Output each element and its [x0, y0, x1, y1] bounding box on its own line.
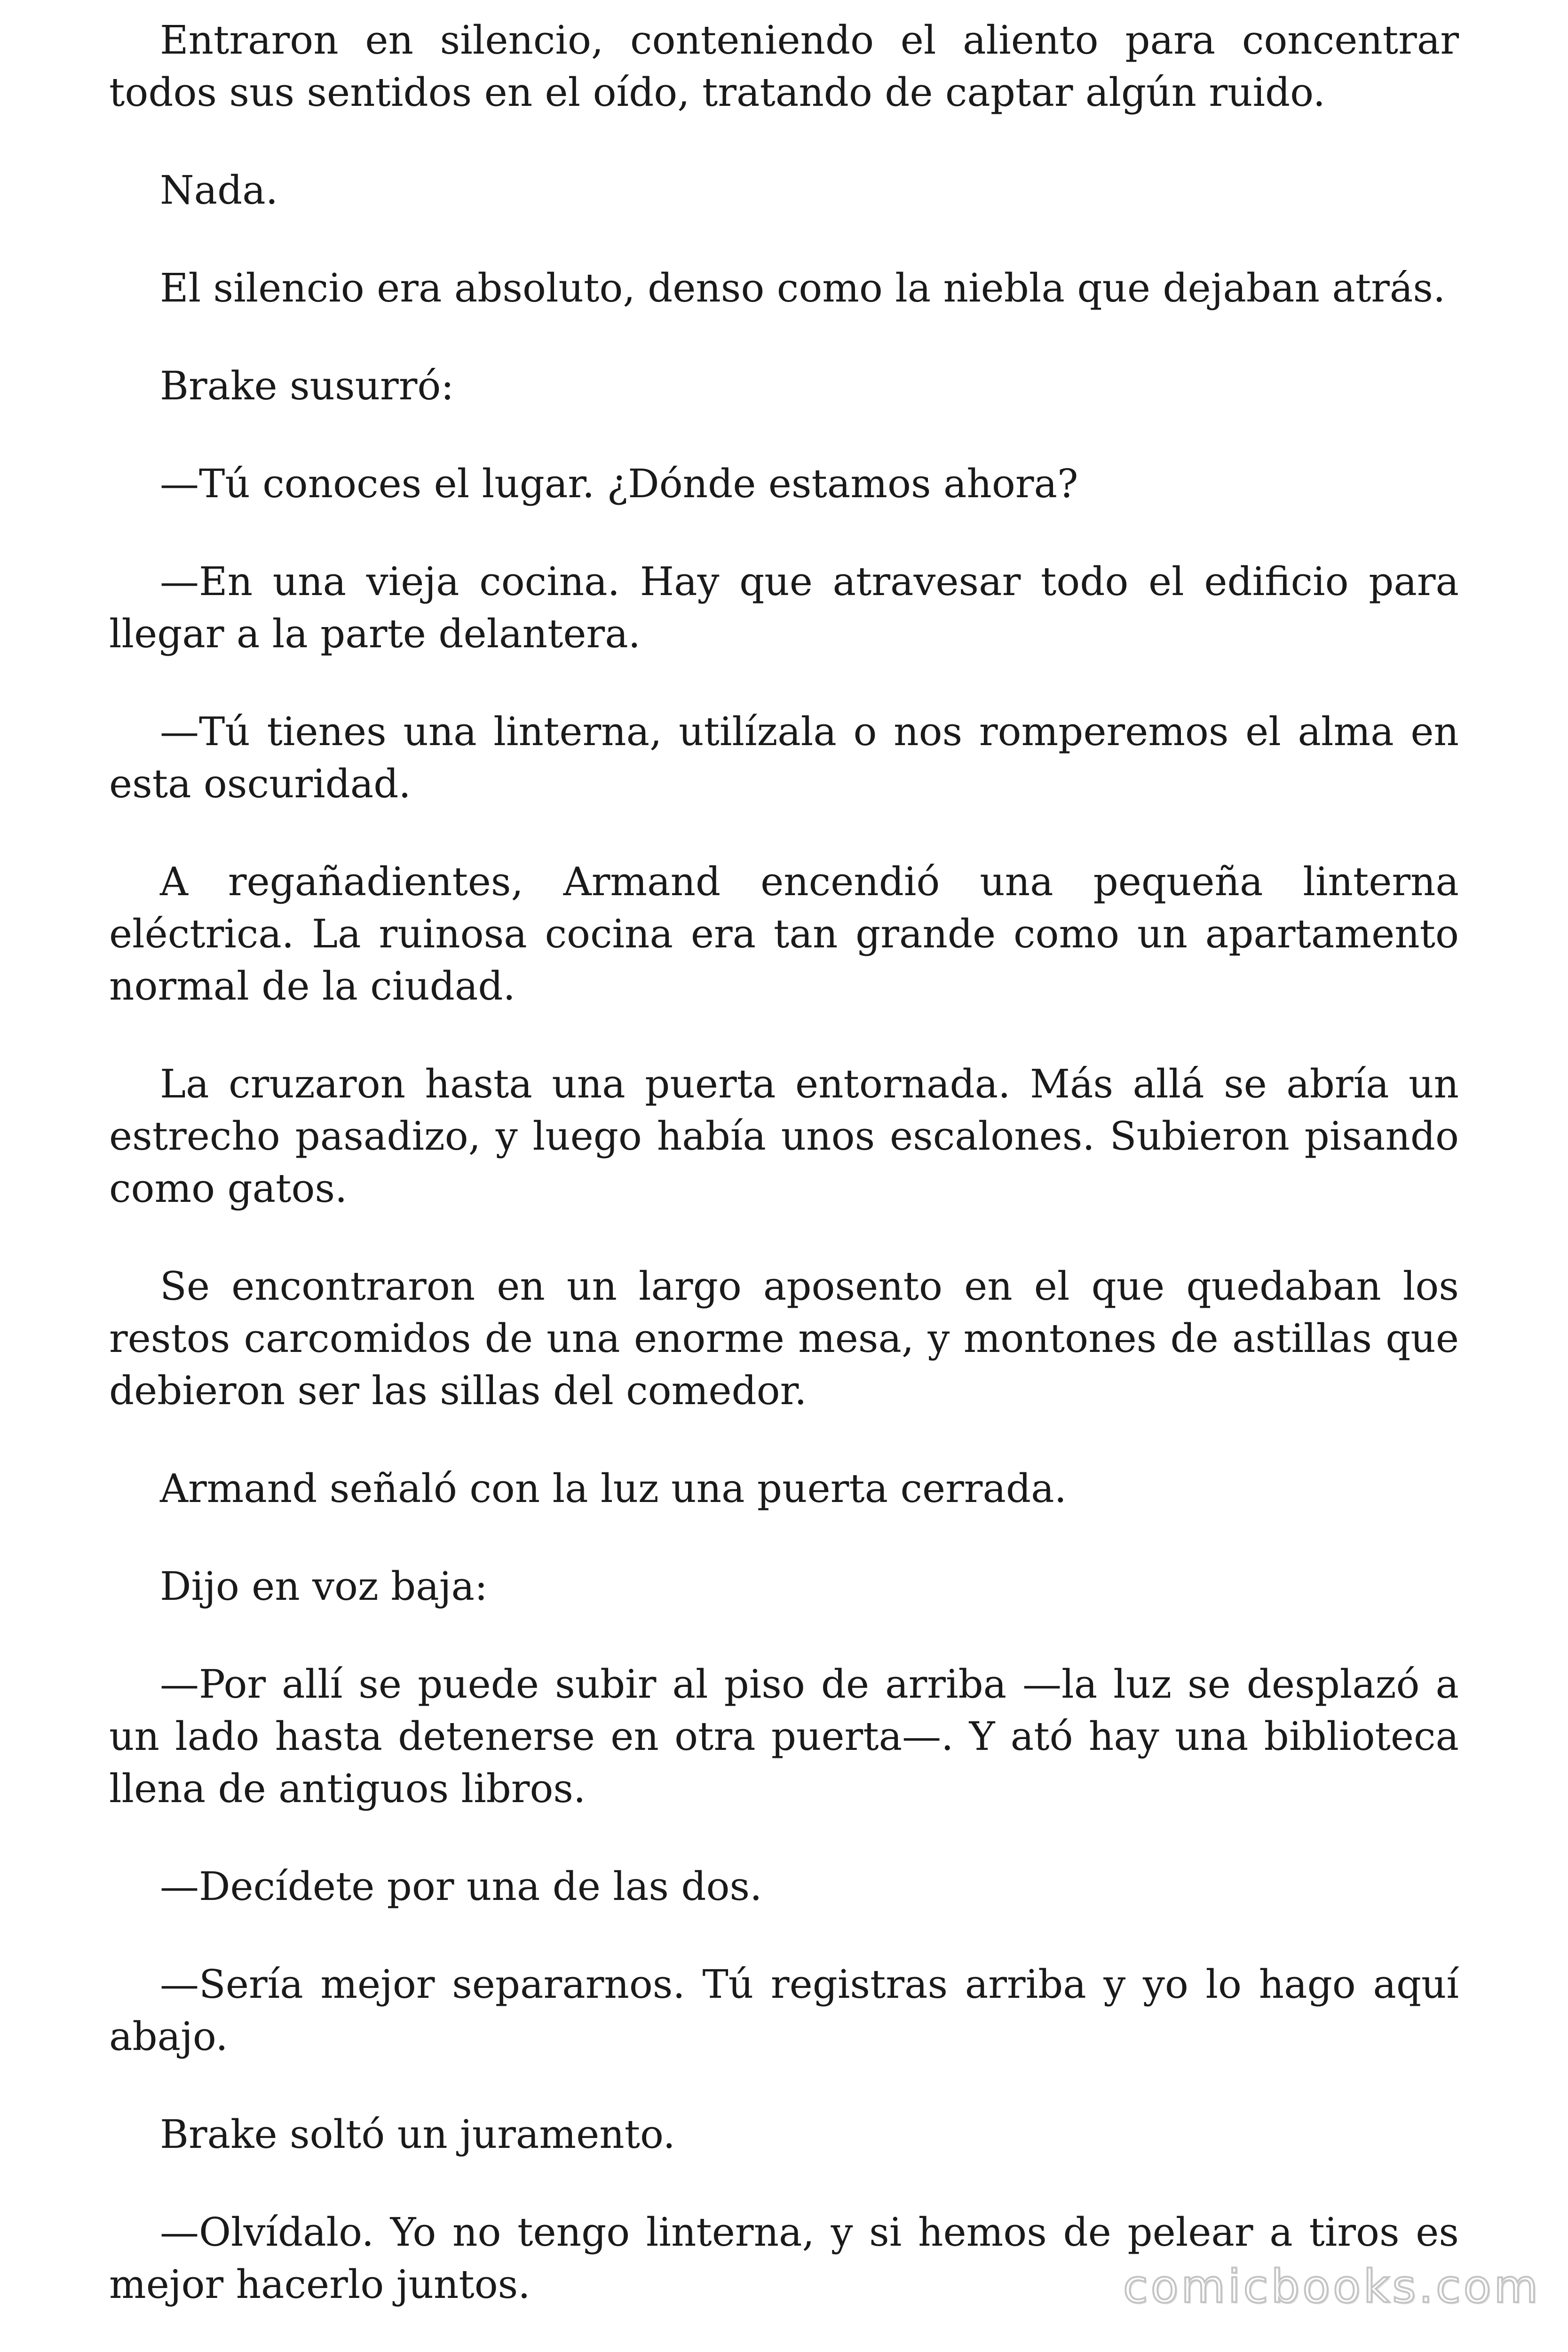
paragraph-16: Brake soltó un juramento. — [160, 2112, 675, 2157]
paragraph-2: Nada. — [160, 167, 278, 213]
paragraph-15: —Sería mejor separarnos. Tú registras arriba y yo lo hago aquí abajo. — [109, 1962, 1459, 2059]
paragraph-17: —Olvídalo. Yo no tengo linterna, y si hemos de pelear a tiros es mejor hacerlo juntos. — [109, 2209, 1459, 2307]
paragraph-10: Se encontraron en un largo aposento en el que quedaban los restos carcomidos de una enorme mesa, y montones de astillas que debieron ser las sillas del comedor. — [109, 1263, 1459, 1414]
paragraph-5: —Tú conoces el lugar. ¿Dónde estamos ahora? — [160, 461, 1078, 507]
paragraph-14: —Decídete por una de las dos. — [160, 1864, 762, 1909]
paragraph-4: Brake susurró: — [160, 363, 454, 409]
paragraph-8: A regañadientes, Armand encendió una pequeña linterna eléctrica. La ruinosa cocina era tan grande como un apartamento normal de la ciudad. — [109, 859, 1459, 1009]
paragraph-3: El silencio era absoluto, denso como la niebla que dejaban atrás. — [160, 265, 1446, 311]
paragraph-9: La cruzaron hasta una puerta entornada. Más allá se abría un estrecho pasadizo, y luego había unos escalones. Subieron pisando como gatos. — [109, 1061, 1459, 1211]
paragraph-11: Armand señaló con la luz una puerta cerrada. — [160, 1466, 1067, 1511]
paragraph-13: —Por allí se puede subir al piso de arriba —la luz se desplazó a un lado hasta detenerse en otra puerta—. Y ató hay una biblioteca llena de antiguos libros. — [109, 1661, 1459, 1812]
paragraph-7: —Tú tienes una linterna, utilízala o nos romperemos el alma en esta oscuridad. — [109, 709, 1459, 807]
paragraph-1: Entraron en silencio, conteniendo el aliento para concentrar todos sus sentidos en el oído, tratando de captar algún ruido. — [109, 17, 1459, 115]
paragraph-12: Dijo en voz baja: — [160, 1564, 488, 1609]
paragraph-6: —En una vieja cocina. Hay que atravesar todo el edificio para llegar a la parte delantera. — [109, 559, 1459, 657]
watermark: comicbooks.com — [1123, 2260, 1541, 2313]
page-text — [109, 14, 1459, 2352]
